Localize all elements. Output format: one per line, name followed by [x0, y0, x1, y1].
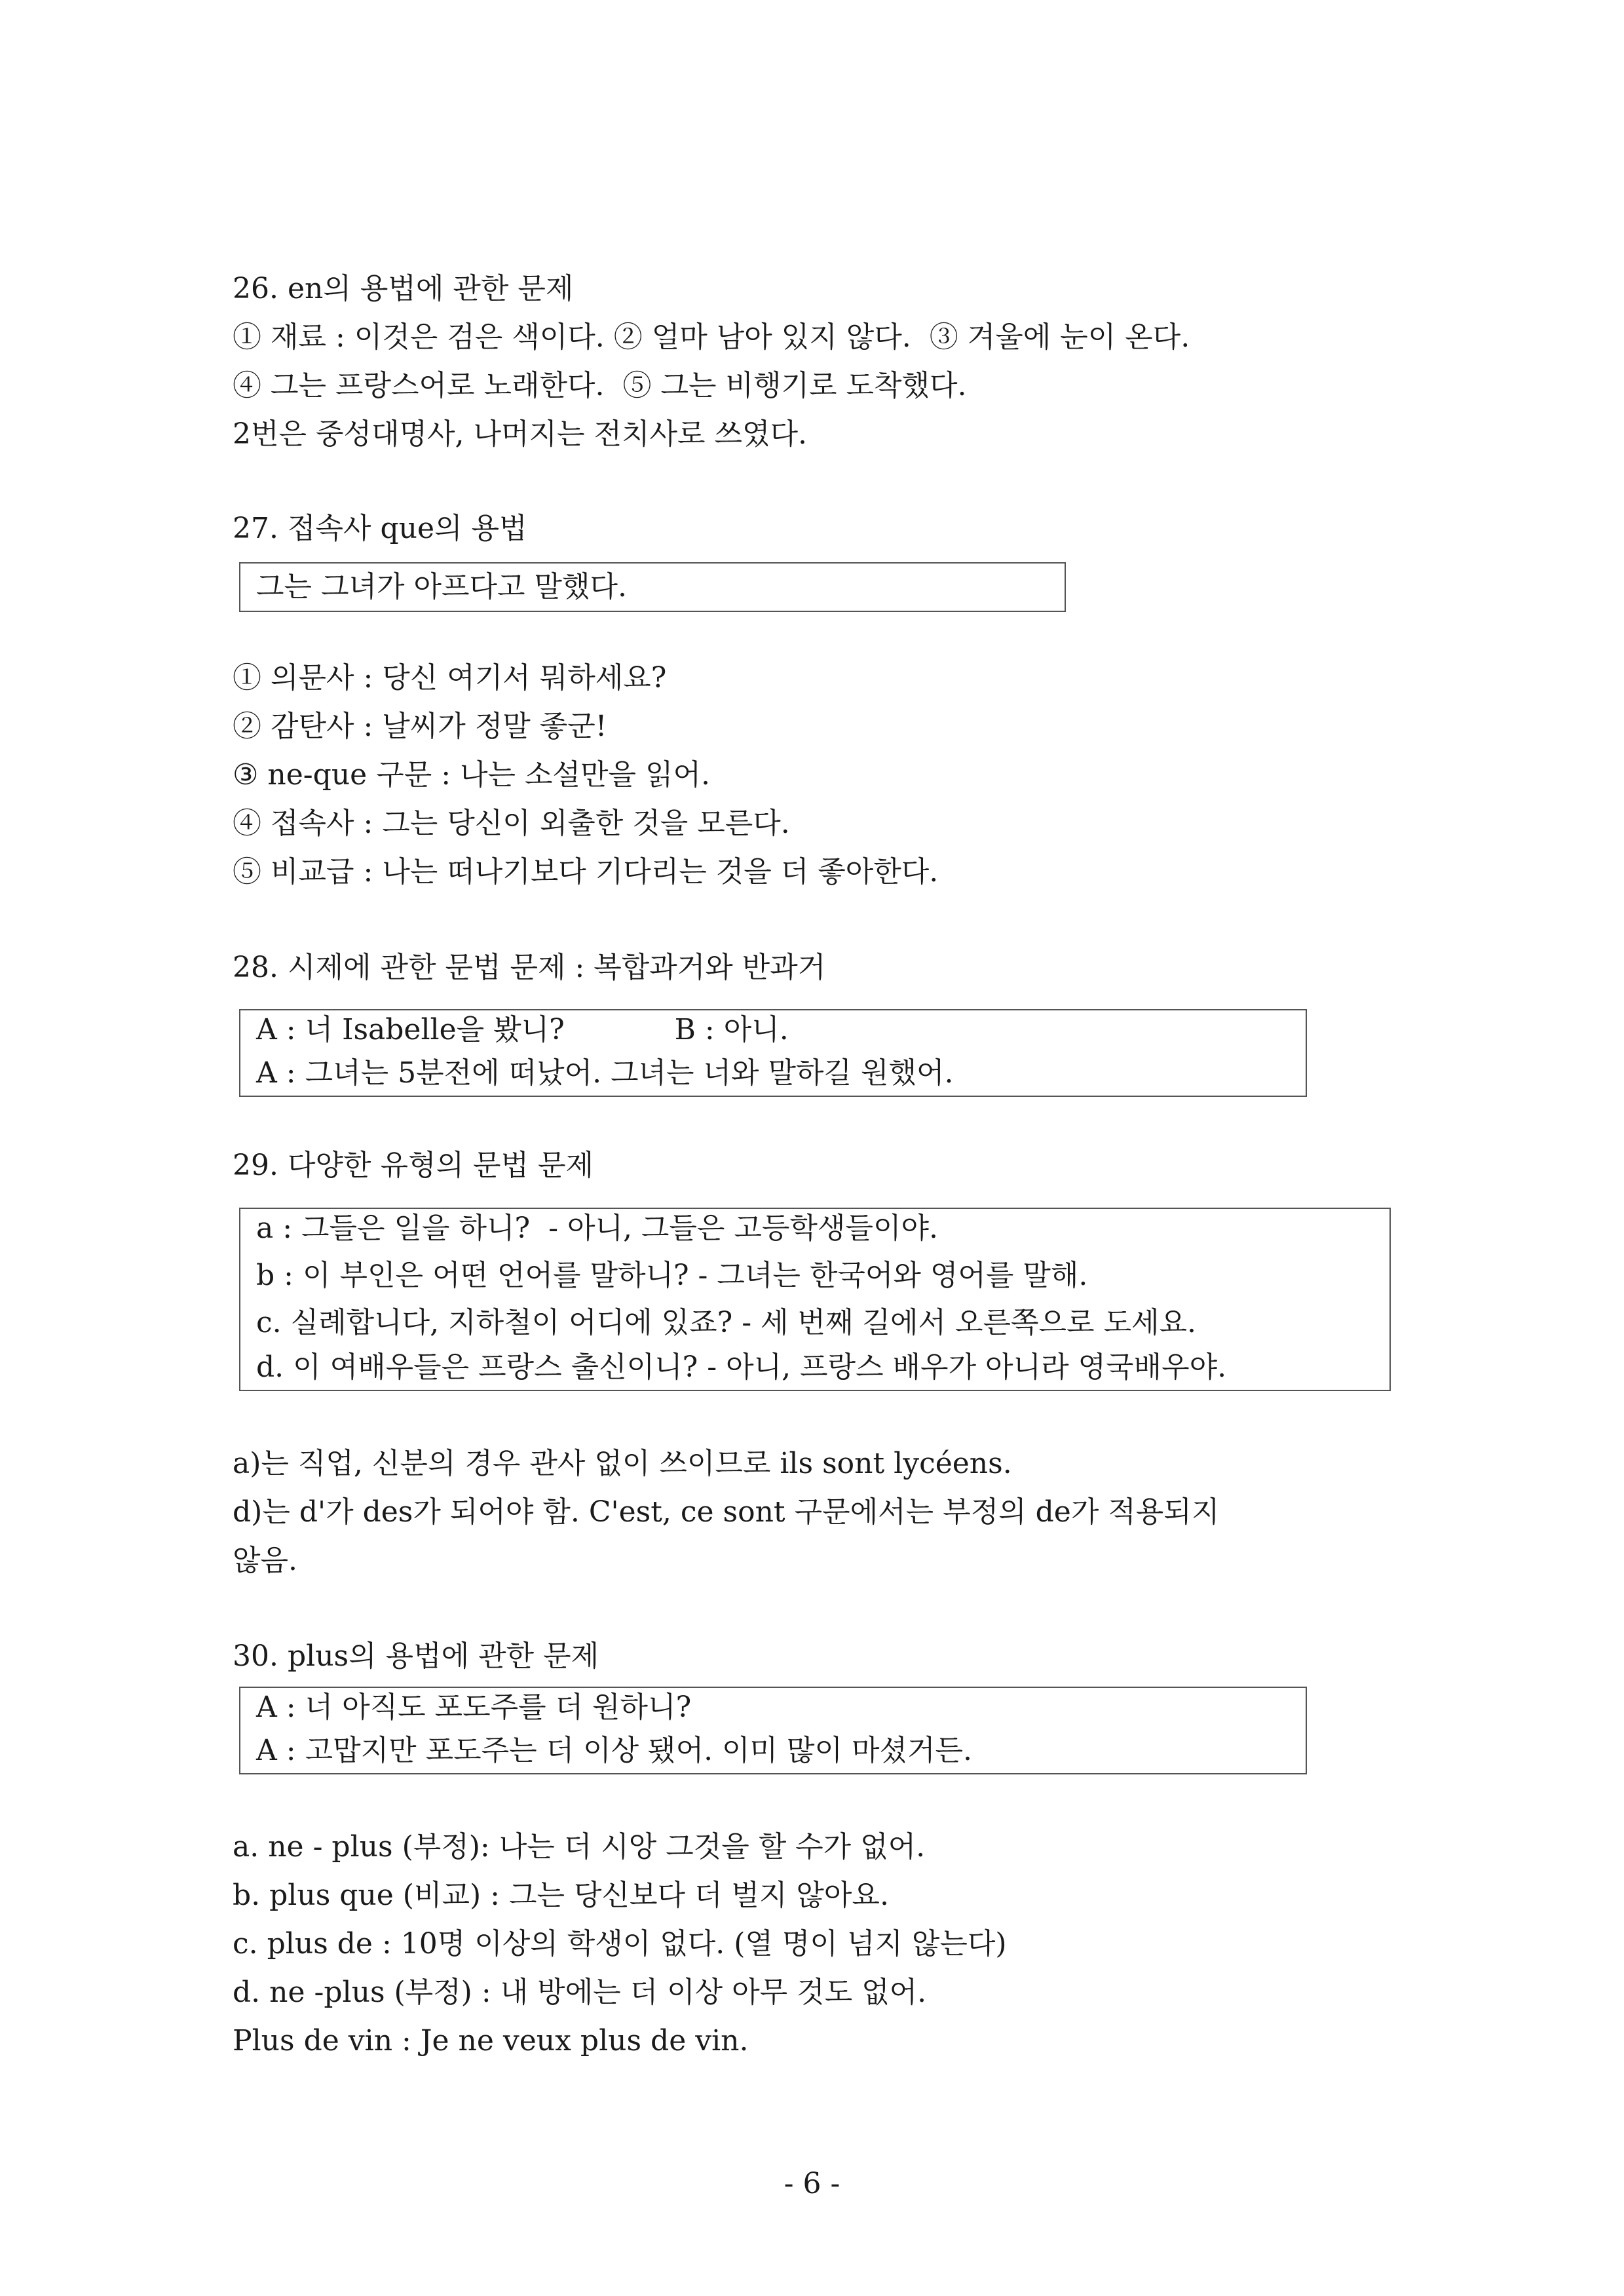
q30-item-a: a. ne - plus (부정): 나는 더 시앙 그것을 할 수가 없어. — [233, 1830, 926, 1864]
q30-item-b: b. plus que (비교) : 그는 당신보다 더 벌지 않아요. — [233, 1879, 889, 1912]
q30-item-d: d. ne -plus (부정) : 내 방에는 더 이상 아무 것도 없어. — [233, 1976, 927, 2009]
q28-title: 28. 시제에 관한 문법 문제 : 복합과거와 반과거 — [233, 951, 826, 984]
q26-title: 26. en의 용법에 관한 문제 — [233, 272, 574, 305]
page-number: - 6 - — [784, 2167, 840, 2200]
q27-example-box — [239, 562, 1066, 612]
q29-question-b: b : 이 부인은 어떤 언어를 말하니? - 그녀는 한국어와 영어를 말해. — [256, 1259, 1088, 1292]
q30-dialogue-line-2: A : 고맙지만 포도주는 더 이상 됐어. 이미 많이 마셨거든. — [256, 1734, 973, 1767]
q27-option-4: ④ 접속사 : 그는 당신이 외출한 것을 모른다. — [233, 807, 790, 840]
q29-note-3: 않음. — [233, 1544, 297, 1577]
q26-line-2: ④ 그는 프랑스어로 노래한다. ⑤ 그는 비행기로 도착했다. — [233, 369, 967, 402]
q30-dialogue-box — [239, 1687, 1307, 1774]
q29-note-1: a)는 직업, 신분의 경우 관사 없이 쓰이므로 ils sont lycéens. — [233, 1447, 1012, 1480]
q29-note-2: d)는 d'가 des가 되어야 함. C'est, ce sont 구문에서는 부정의 de가 적용되지 — [233, 1495, 1220, 1529]
q27-option-2: ② 감탄사 : 날씨가 정말 좋군! — [233, 710, 607, 743]
q26-line-1: ① 재료 : 이것은 검은 색이다. ② 얼마 남아 있지 않다. ③ 겨울에 눈이 온다. — [233, 320, 1190, 354]
q29-question-a: a : 그들은 일을 하니? - 아니, 그들은 고등학생들이야. — [256, 1212, 938, 1245]
q30-title: 30. plus의 용법에 관한 문제 — [233, 1639, 599, 1673]
q29-question-c: c. 실례합니다, 지하철이 어디에 있죠? - 세 번째 길에서 오른쪽으로 도세요. — [256, 1306, 1197, 1339]
q29-title: 29. 다양한 유형의 문법 문제 — [233, 1149, 594, 1182]
q28-dialogue-box — [239, 1009, 1307, 1097]
q26-line-3: 2번은 중성대명사, 나머지는 전치사로 쓰였다. — [233, 417, 807, 451]
q29-question-box — [239, 1208, 1391, 1391]
q29-question-d: d. 이 여배우들은 프랑스 출신이니? - 아니, 프랑스 배우가 아니라 영국배우야. — [256, 1350, 1227, 1384]
q27-option-1: ① 의문사 : 당신 여기서 뭐하세요? — [233, 661, 667, 695]
q30-item-e: Plus de vin : Je ne veux plus de vin. — [233, 2024, 749, 2057]
q27-title: 27. 접속사 que의 용법 — [233, 512, 527, 545]
q27-example-line: 그는 그녀가 아프다고 말했다. — [256, 570, 627, 603]
q28-dialogue-line-1: A : 너 Isabelle을 봤니? B : 아니. — [256, 1013, 789, 1046]
q27-option-5: ⑤ 비교급 : 나는 떠나기보다 기다리는 것을 더 좋아한다. — [233, 855, 939, 889]
q28-dialogue-line-2: A : 그녀는 5분전에 떠났어. 그녀는 너와 말하길 원했어. — [256, 1056, 954, 1090]
q30-item-c: c. plus de : 10명 이상의 학생이 없다. (열 명이 넘지 않는다) — [233, 1927, 1007, 1961]
q27-option-3: ③ ne-que 구문 : 나는 소설만을 읽어. — [233, 758, 710, 792]
q30-dialogue-line-1: A : 너 아직도 포도주를 더 원하니? — [256, 1691, 692, 1724]
